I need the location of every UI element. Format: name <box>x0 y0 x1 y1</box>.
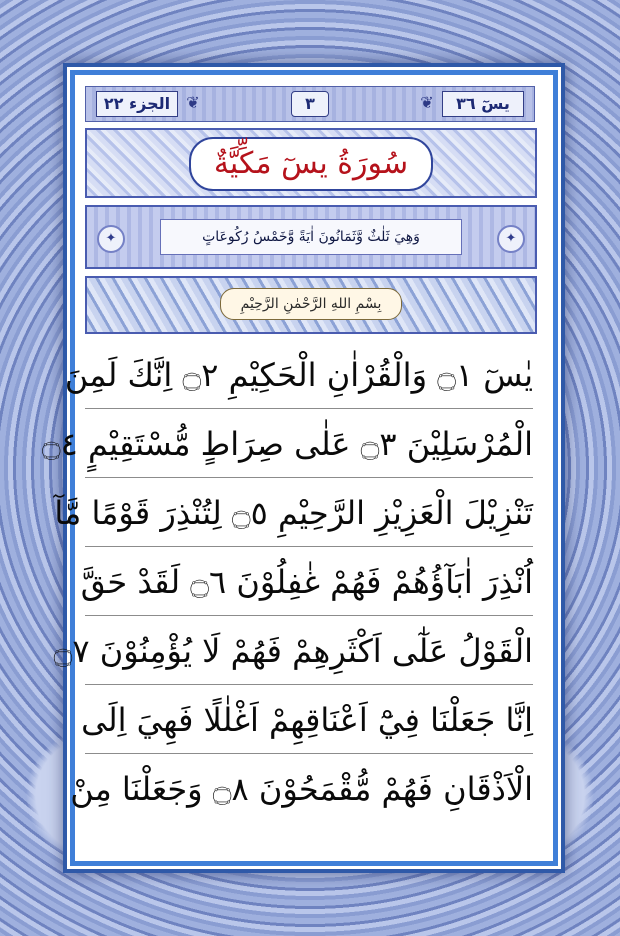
verse-lines <box>41 340 533 822</box>
surah-info-band <box>85 205 537 269</box>
verse-line-6: اِنَّا جَعَلْنَا فِيْٓ اَعْنَاقِهِمْ اَغْلٰلًا فَهِيَ اِلَى <box>85 684 533 753</box>
page-number: ٣ <box>291 91 329 117</box>
verse-line-5: الْقَوْلُ عَلٰٓى اَكْثَرِهِمْ فَهُمْ لَا يُؤْمِنُوْنَ ۝٧ <box>85 615 533 684</box>
verse-line-7: الْاَذْقَانِ فَهُمْ مُّقْمَحُوْنَ ۝٨ وَجَعَلْنَا مِنْ <box>85 753 533 822</box>
verse-line-1: يٰسٓ ۝١ وَالْقُرْاٰنِ الْحَكِيْمِ ۝٢ اِنَّكَ لَمِنَ <box>64 356 533 394</box>
surah-reference: يسٓ ٣٦ <box>442 91 524 117</box>
bismillah-text: بِسْمِ اللهِ الرَّحْمٰنِ الرَّحِيْمِ <box>220 288 402 320</box>
page-header <box>85 86 535 122</box>
verse-line-4: اُنْذِرَ اٰبَآؤُهُمْ فَهُمْ غٰفِلُوْنَ ۝٦ لَقَدْ حَقَّ <box>85 546 533 615</box>
surah-title: سُورَةُ يسٓ مَكِّيَّةٌ <box>189 137 433 191</box>
verse-line-2: الْمُرْسَلِيْنَ ۝٣ عَلٰى صِرَاطٍ مُّسْتَقِيْمٍ ۝٤ <box>85 408 533 477</box>
verse-line-3: تَنْزِيْلَ الْعَزِيْزِ الرَّحِيْمِ ۝٥ لِتُنْذِرَ قَوْمًا مَّآ <box>85 477 533 546</box>
star-icon: ✦ <box>497 225 525 253</box>
ornament-icon: ❦ <box>186 93 200 112</box>
star-icon: ✦ <box>97 225 125 253</box>
juz-reference: الجزء ٢٢ <box>96 91 178 117</box>
bismillah-band <box>85 276 537 334</box>
surah-info-text: وَهِيَ ثَلٰثٌ وَّثَمَانُونَ اٰيَةً وَّخَمْسُ رُكُوعَاتٍ <box>160 219 462 255</box>
ornament-icon: ❦ <box>420 93 434 112</box>
surah-title-band <box>85 128 537 198</box>
